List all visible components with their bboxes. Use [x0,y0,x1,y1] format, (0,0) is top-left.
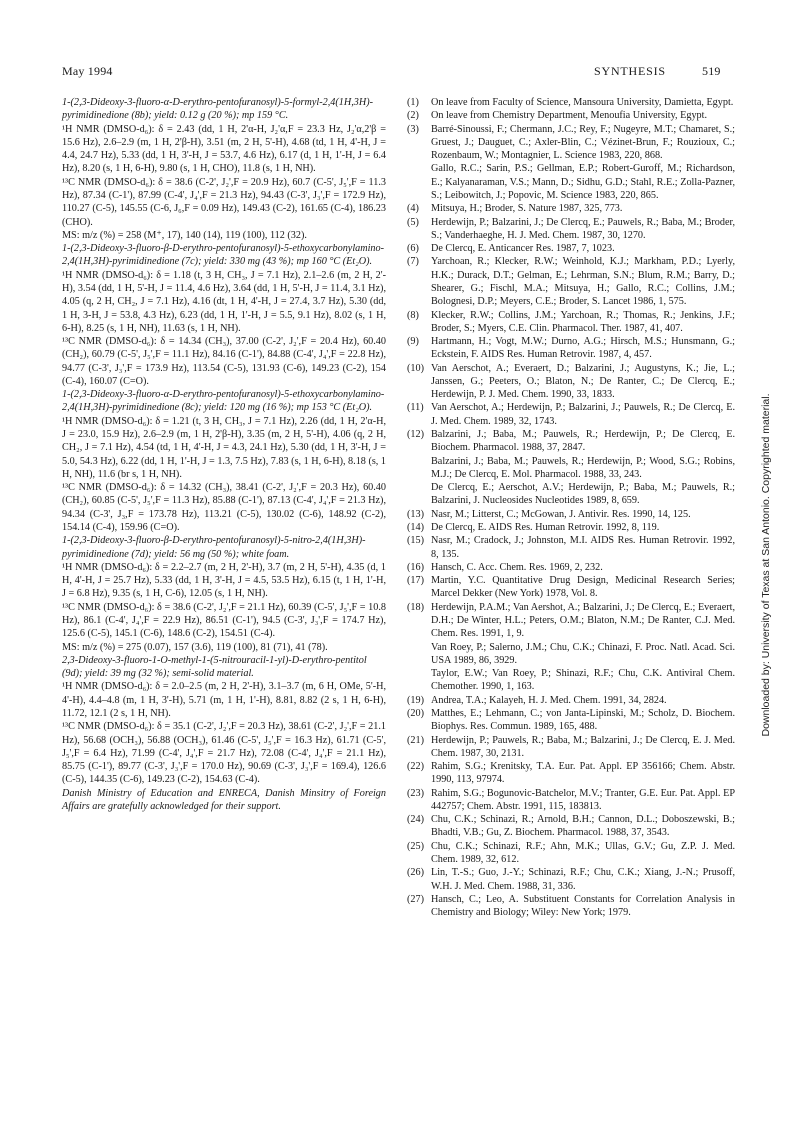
page-number: 519 [702,64,721,78]
reference-text: Hartmann, H.; Vogt, M.W.; Durno, A.G.; Hirsch, M.S.; Hunsmann, G.; Eckstein, F. AIDS Res. Human Retrovir. 1987, 4, 457. [431,336,735,361]
spectral-data-paragraph: ¹³C NMR (DMSO-d₆): δ = 38.6 (C-2', J₂',F = 21.1 Hz), 60.39 (C-5', J₅',F = 10.8 Hz), 86.1 (C-4', J₄',F = 22.9 Hz), 86.51 (C-1'), 94.5 (C-3', J₃',F = 174.7 Hz), 125.6 (C-5), 145.1 (C-6), 148.6 (C-2), 154.51 (C-4). [62,601,386,640]
reference-text: Herdewijn, P.A.M.; Van Aershot, A.; Balzarini, J.; De Clercq, E.; Everaert, D.H.; De Winter, H.L.; Peters, O.M.; Blaton, N.M.; De Ranter, C.J. Med. Chem. Res. 1991, 1, 9. [431,601,735,640]
reference-entry [407,109,735,122]
reference-number: (26) [407,867,424,879]
reference-number: (20) [407,707,424,719]
reference-text: Mitsuya, H.; Broder, S. Nature 1987, 325, 773. [431,203,623,215]
reference-number: (12) [407,429,424,441]
spectral-data-paragraph: ¹H NMR (DMSO-d₆): δ = 1.18 (t, 3 H, CH₃, J = 7.1 Hz), 2.1–2.6 (m, 2 H, 2'-H), 3.54 (dd, 1 H, 5'-H, J = 11.4, 4.6 Hz), 3.64 (dd, 1 H, 5'-H, J = 11.4, 3.1 Hz), 4.05 (q, 2 H, CH₂, J = 7.1 Hz), 4.16 (dt, 1 H, 4'-H, J = 27.4, 3.7 Hz), 5.30 (dd, 1 H, 3-H, J = 53.8, 4.3 Hz), 6.23 (dd, 1 H, 1'-H, J = 5.5, 9.1 Hz), 8.02 (s, 1 H, 6-H), 8.25 (s, 1 H, NH), 11.63 (s, 1 H, NH). [62,269,386,334]
reference-text: Nasr, M.; Cradock, J.; Johnston, M.I. AIDS Res. Human Retrovir. 1992, 8, 135. [431,535,735,560]
reference-number: (18) [407,601,424,613]
reference-entry [407,787,735,814]
reference-entry [407,734,735,761]
reference-text: Rahim, S.G.; Bogunovic-Batchelor, M.V.; Tranter, G.E. Eur. Pat. Appl. EP 442757; Chem. Abstr. 1991, 115, 183813. [431,787,735,812]
reference-number: (8) [407,309,419,321]
reference-text: On leave from Chemistry Department, Menoufia University, Egypt. [431,110,708,122]
reference-text: Nasr, M.; Litterst, C.; McGowan, J. Antivir. Res. 1990, 14, 125. [431,508,691,520]
reference-text: Hansch, C.; Leo, A. Substituent Constants for Correlation Analysis in Chemistry and Biology; Wiley: New York; 1979. [431,893,735,919]
reference-number: (7) [407,256,419,268]
left-column [62,96,386,813]
compound-heading: 1-(2,3-Dideoxy-3-fluoro-β-D-erythro-pentofuranosyl)-5-nitro-2,4(1H,3H)-pyrimidinedione (7d); yield: 56 mg (50 %); white foam. [62,535,366,560]
compound-heading: 1-(2,3-Dideoxy-3-fluoro-β-D-erythro-pentofuranosyl)-5-ethoxycarbonylamino-2,4(1H,3H)-pyrimidinedione (7c); yield: 330 mg (43 %); mp 160 °C (Et₂O). [62,243,385,268]
acknowledgement: Danish Ministry of Education and ENRECA, Danish Minsitry of Foreign Affairs are gratefully acknowledged for their support. [62,787,386,812]
reference-text: Andrea, T.A.; Kalayeh, H. J. Med. Chem. 1991, 34, 2824. [431,694,667,706]
reference-number: (4) [407,203,419,215]
reference-entry [407,309,735,336]
reference-text: De Clercq, E. AIDS Res. Human Retrovir. 1992, 8, 119. [431,522,660,533]
spectral-data-paragraph: ¹H NMR (DMSO-d₆): δ = 1.21 (t, 3 H, CH₃, J = 7.1 Hz), 2.26 (dd, 1 H, 2'α-H, J = 23.0, 15.9 Hz), 2.6–2.9 (m, 1 H, 2'β-H), 3.35 (m, 2 H, 5'-H), 4.06 (q, 2 H, CH₂, J = 7.1 Hz), 4.54 (td, 1 H, 4'-H, J = 4.3, 24.1 Hz), 5.30 (dd, 1 H, 3'-H, J = 5.0, 54.3 Hz), 6.22 (dd, 1 H, 1'-H, J = 1.3, 7.5 Hz), 7.83 (s, 1 H, 6-H), 8.18 (s, 1 H, NH), 11.6 (br s, 1 H, NH). [62,415,386,480]
reference-entry [407,401,735,428]
reference-entry [407,694,735,707]
spectral-data-paragraph: ¹³C NMR (DMSO-d₆): δ = 38.6 (C-2', J₂',F = 20.9 Hz), 60.7 (C-5', J₅',F = 11.3 Hz), 87.34 (C-1'), 87.99 (C-4', J₄',F = 21.3 Hz), 94.43 (C-3', J₃',F = 172.9 Hz), 110.27 (C-5), 145.55 (C-6, J₆,F = 0.09 Hz), 149.43 (C-2), 161.65 (C-4), 186.23 (CHO). [62,176,386,228]
reference-number: (24) [407,814,424,826]
reference-entry [407,216,735,243]
running-header-journal: SYNTHESIS [594,64,666,78]
reference-number: (6) [407,243,419,255]
reference-entry [407,242,735,255]
spectral-data-paragraph: ¹H NMR (DMSO-d₆): δ = 2.43 (dd, 1 H, 2'α-H, J₂'α,F = 23.3 Hz, J₂'α,2'β = 15.6 Hz), 2.6–2.9 (m, 1 H, 2'β-H), 3.51 (m, 2 H, 5'-H), 4.68 (td, 1 H, 4'-H, J = 4.4, 24.7 Hz), 5.33 (dd, 1 H, 3'-H, J = 53.7, 4.6 Hz), 6.17 (d, 1 H, 1'-H, J = 6.4 Hz), 8.20 (s, 1 H, 6-H), 9.80 (s, 1 H, CHO), 11.8 (s, 1 H, NH). [62,123,386,175]
reference-entry [407,123,735,203]
reference-entry [407,255,735,308]
reference-entry [407,760,735,787]
reference-text: Rahim, S.G.; Krenitsky, T.A. Eur. Pat. Appl. EP 356166; Chem. Abstr. 1990, 113, 97974. [431,761,735,786]
reference-number: (14) [407,522,424,533]
reference-continuation: Gallo, R.C.; Sarin, P.S.; Gellman, E.P.; Robert-Guroff, M.; Richardson, E.; Kalyanaraman, V.S.; Mann, D.; Sidhu, G.D.; Stahl, R.E.; Zolla-Pazner, S.; Leibowitch, J.; Popovic, M. Science 1983, 220, 865. [431,163,735,201]
spectral-data-paragraph: ¹³C NMR (DMSO-d₆): δ = 14.34 (CH₃), 37.00 (C-2', J₂',F = 20.4 Hz), 60.40 (CH₂), 60.79 (C-5', J₅',F = 11.1 Hz), 84.16 (C-1'), 84.88 (C-4', J₄',F = 22.8 Hz), 94.77 (C-3', J₃',F = 173.9 Hz), 113.54 (C-5), 131.93 (C-6), 149.23 (C-2), 154 (C-4), 160.07 (C=O). [62,336,386,387]
reference-continuation: De Clercq, E.; Aerschot, A.V.; Herdewijn, P.; Baba, M.; Pauwels, R.; Balzarini, J. Nucleosides Nucleotides 1989, 8, 659. [431,482,735,507]
reference-entry [407,508,735,521]
reference-entry [407,707,735,734]
references-column [407,96,735,919]
reference-number: (17) [407,575,424,587]
spectral-data-paragraph: MS: m/z (%) = 258 (M⁺, 17), 140 (14), 119 (100), 112 (32). [62,229,307,241]
compound-heading: 1-(2,3-Dideoxy-3-fluoro-α-D-erythro-pentofuranosyl)-5-formyl-2,4(1H,3H)-pyrimidinedione (8b); yield: 0.12 g (20 %); mp 159 °C. [62,97,373,122]
compound-heading: 1-(2,3-Dideoxy-3-fluoro-α-D-erythro-pentofuranosyl)-5-ethoxycarbonylamino-2,4(1H,3H)-pyrimidinedione (8c); yield: 120 mg (16 %); mp 153 °C (Et₂O). [62,389,385,414]
reference-entry [407,521,735,534]
reference-number: (23) [407,787,424,799]
reference-text: Balzarini, J.; Baba, M.; Pauwels, R.; Herdewijn, P.; De Clercq, E. Biochem. Pharmacol. 1988, 37, 2847. [431,429,735,454]
reference-text: Herdewijn, P.; Pauwels, R.; Baba, M.; Balzarini, J.; De Clercq, E. J. Med. Chem. 1987, 30, 2131. [431,734,735,759]
reference-text: Chu, C.K.; Schinazi, R.F.; Ahn, M.K.; Ullas, G.V.; Gu, Z.P. J. Med. Chem. 1989, 32, 612. [431,840,735,866]
reference-entry [407,601,735,694]
running-header-date: May 1994 [62,64,113,78]
reference-entry [407,428,735,508]
compound-heading: 2,3-Dideoxy-3-fluoro-1-O-methyl-1-(5-nitrouracil-1-yl)-D-erythro-pentitol (9d); yield: 39 mg (32 %); semi-solid material. [62,654,367,680]
reference-number: (19) [407,694,424,706]
reference-text: Martin, Y.C. Quantitative Drug Design, Medicinal Research Series; Marcel Dekker (New York) 1978, Vol. 8. [431,575,735,600]
reference-text: Chu, C.K.; Schinazi, R.; Arnold, B.H.; Cannon, D.L.; Doboszewski, B.; Bhadti, V.B.; Gu, Z. Biochem. Pharmacol. 1988, 37, 3543. [431,814,735,839]
spectral-data-paragraph: ¹H NMR (DMSO-d₆): δ = 2.2–2.7 (m, 2 H, 2'-H), 3.7 (m, 2 H, 5'-H), 4.35 (d, 1 H, 4'-H, J = 25.7 Hz), 5.33 (dd, 1 H, 3'-H, J = 4.5, 53.5 Hz), 6.15 (t, 1 H, 1'-H, J = 6.8 Hz), 9.35 (s, 1 H, C-6), 12.05 (s, 1 H, NH). [62,561,386,600]
reference-text: De Clercq, E. Anticancer Res. 1987, 7, 1023. [431,243,615,255]
reference-entry [407,534,735,561]
reference-entry [407,840,735,867]
download-watermark: Downloaded by: University of Texas at San Antonio. Copyrighted material. [760,393,772,737]
reference-entry [407,866,735,893]
reference-number: (25) [407,840,424,852]
reference-text: Van Aerschot, A.; Everaert, D.; Balzarini, J.; Augustyns, K.; Jie, L.; Janssen, G.; Peeters, O.; Blaton, N.; De Ranter, C.; De Clercq, E.; Herdewijn, P. J. Med. Chem. 1990, 33, 1833. [431,362,735,401]
reference-entry [407,561,735,574]
reference-number: (15) [407,535,424,547]
reference-text: Van Aerschot, A.; Herdewijn, P.; Balzarini, J.; Pauwels, R.; De Clercq, E. J. Med. Chem. 1989, 32, 1743. [431,402,735,427]
reference-number: (13) [407,508,424,520]
reference-number: (5) [407,216,419,228]
reference-entry [407,96,735,109]
reference-continuation: Taylor, E.W.; Van Roey, P.; Shinazi, R.F.; Chu, C.K. Antiviral Chem. Chemother. 1990, 1, 163. [431,668,735,693]
reference-text: Hansch, C. Acc. Chem. Res. 1969, 2, 232. [431,561,603,573]
spectral-data-paragraph: ¹³C NMR (DMSO-d₆): δ = 35.1 (C-2', J₂',F = 20.3 Hz), 38.61 (C-2', J₂',F = 21.1 Hz), 56.68 (OCH₃), 56.88 (OCH₃), 61.46 (C-5', J₅',F = 16.3 Hz), 61.71 (C-5', J₅',F = 6.4 Hz), 71.99 (C-4', J₄',F = 21.7 Hz), 72.08 (C-4', J₄',F = 21.1 Hz), 85.75 (C-1'), 89.77 (C-3', J₃',F = 170.0 Hz), 90.69 (C-3', J₃',F = 169.4), 126.6 (C-5), 144.35 (C-6), 149.23 (C-2), 154.63 (C-4). [62,721,386,786]
reference-number: (21) [407,734,424,746]
reference-number: (3) [407,123,419,135]
reference-text: Klecker, R.W.; Collins, J.M.; Yarchoan, R.; Thomas, R.; Jenkins, J.F.; Broder, S.; Myers, C.E. Clin. Pharmacol. Ther. 1987, 41, 407. [431,309,735,334]
reference-continuation: Van Roey, P.; Salerno, J.M.; Chu, C.K.; Chinazi, F. Proc. Natl. Acad. Sci. USA 1989, 86, 3929. [431,641,735,666]
reference-number: (22) [407,761,424,773]
reference-text: On leave from Faculty of Science, Mansoura University, Damietta, Egypt. [431,97,734,108]
reference-number: (11) [407,402,424,414]
reference-number: (27) [407,893,424,905]
reference-entry [407,813,735,840]
reference-number: (2) [407,110,419,122]
spectral-data-paragraph: MS: m/z (%) = 275 (0.07), 157 (3.6), 119 (100), 81 (71), 41 (78). [62,641,328,653]
reference-text: Lin, T.-S.; Guo, J.-Y.; Schinazi, R.F.; Chu, C.K.; Xiang, J.-N.; Prusoff, W.H. J. Med. Chem. 1988, 31, 336. [431,867,735,892]
reference-entry [407,574,735,601]
reference-text: Barré-Sinoussi, F.; Chermann, J.C.; Rey, F.; Nugeyre, M.T.; Chamaret, S.; Gruest, J.; Dauguet, C.; Axler-Blin, C.; Vézinet-Brun, F.; Rouzioux, C.; Rozenbaum, W.; Montagnier, L. Science 1983, 220, 868. [431,123,735,162]
reference-number: (10) [407,362,424,374]
reference-entry [407,202,735,215]
reference-text: Yarchoan, R.; Klecker, R.W.; Weinhold, K.J.; Markham, P.D.; Lyerly, H.K.; Durack, D.T.; Gelman, E.; Lehrman, S.N.; Blum, R.M.; Barry, D.; Shearer, G.; Fischl, M.A.; Mitsuya, H.; Gallo, R.C.; Collins, J.M.; Bolognesi, D.P.; Meyers, C.E.; Broder, S. Lancet 1986, 1, 575. [431,256,735,308]
reference-text: Herdewijn, P.; Balzarini, J.; De Clercq, E.; Pauwels, R.; Baba, M.; Broder, S.; Vanderhaeghe, H. J. Med. Chem. 1987, 30, 1270. [431,216,735,241]
spectral-data-paragraph: ¹³C NMR (DMSO-d₆): δ = 14.32 (CH₃), 38.41 (C-2', J₂',F = 20.3 Hz), 60.40 (CH₂), 60.85 (C-5', J₅',F = 11.3 Hz), 85.88 (C-1'), 87.13 (C-4', J₄',F = 21.3 Hz), 94.34 (C-3', J₃,F = 173.78 Hz), 113.21 (C-5), 130.02 (C-6), 148.92 (C-2), 154.14 (C-4), 159.96 (C=O). [62,482,386,533]
spectral-data-paragraph: ¹H NMR (DMSO-d₆): δ = 2.0–2.5 (m, 2 H, 2'-H), 3.1–3.7 (m, 6 H, OMe, 5'-H, 4'-H), 4.4–4.8 (m, 1 H, 3'-H), 5.71 (m, 1 H, 1'-H), 8.81, 8.82 (2 s, 1 H, 6-H), 11.72, 12.1 (2 s, 1 H, NH). [62,681,386,719]
reference-number: (16) [407,561,424,573]
reference-entry [407,362,735,402]
reference-entry [407,893,735,920]
reference-text: Matthes, E.; Lehmann, C.; von Janta-Lipinski, M.; Scholz, D. Biochem. Biophys. Res. Commun. 1989, 165, 488. [431,707,735,733]
reference-number: (9) [407,336,419,348]
reference-entry [407,335,735,362]
reference-number: (1) [407,97,419,108]
reference-continuation: Balzarini, J.; Baba, M.; Pauwels, R.; Herdewijn, P.; Wood, S.G.; Robins, M.J.; De Clercq, E. Mol. Pharmacol. 1988, 33, 243. [431,455,735,480]
